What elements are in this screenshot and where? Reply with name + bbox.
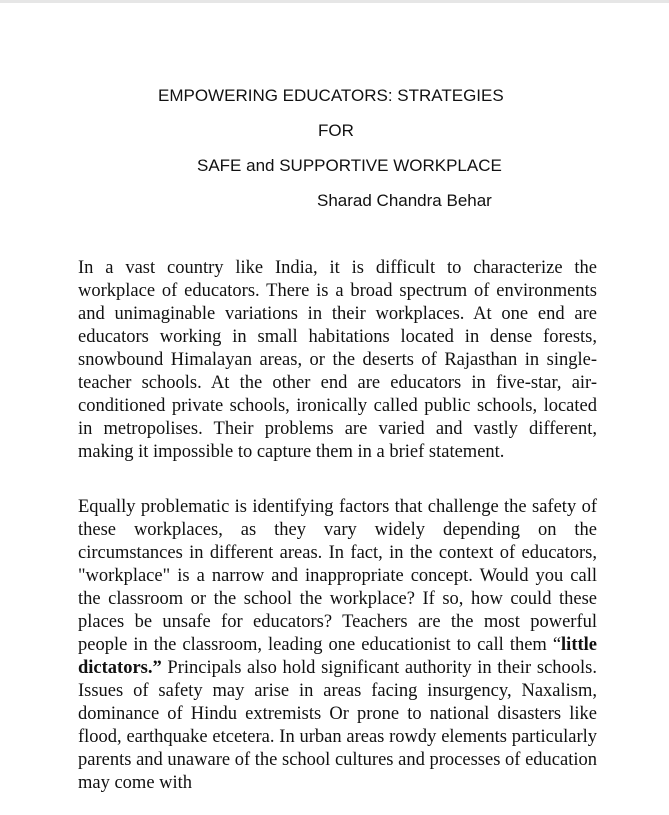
paragraph-1: In a vast country like India, it is difficult to characterize the workplace of educators. There is a broad spectrum of environments and unimaginable variations in their workplaces. At one end are educators working in small habitations located in dense forests, snowbound Himalayan areas, or the deserts of Rajasthan in single-teacher schools. At the other end are educators in five-star, air-conditioned private schools, ironically called public schools, located in metropolises. Their problems are varied and vastly different, making it impossible to capture them in a brief statement. — [78, 258, 597, 462]
title-line-1: EMPOWERING EDUCATORS: STRATEGIES — [158, 86, 504, 105]
paragraph-2-text-after: Principals also hold significant authority in their schools. Issues of safety may arise in areas facing insurgency, Naxalism, dominance of Hindu extremists Or prone to national disasters like flood, earthquake etcetera. In urban areas rowdy elements particularly parents and unaware of the school cultures and processes of education may come with — [78, 658, 597, 793]
title-line-3: SAFE and SUPPORTIVE WORKPLACE — [197, 156, 502, 175]
paragraph-2-bold-quote: little dictators.” — [78, 635, 597, 678]
paragraph-2 — [78, 496, 597, 795]
title-line-2: FOR — [318, 121, 354, 140]
paragraph-2-text-before: Equally problematic is identifying factors that challenge the safety of these workplaces, as they vary widely depending on the circumstances in different areas. In fact, in the context of educators, "workplace" is a narrow and inappropriate concept. Would you call the classroom or the school the workplace? If so, how could these places be unsafe for educators? Teachers are the most powerful people in the classroom, leading one educationist to call them “ — [78, 497, 597, 655]
author-name: Sharad Chandra Behar — [317, 191, 492, 210]
